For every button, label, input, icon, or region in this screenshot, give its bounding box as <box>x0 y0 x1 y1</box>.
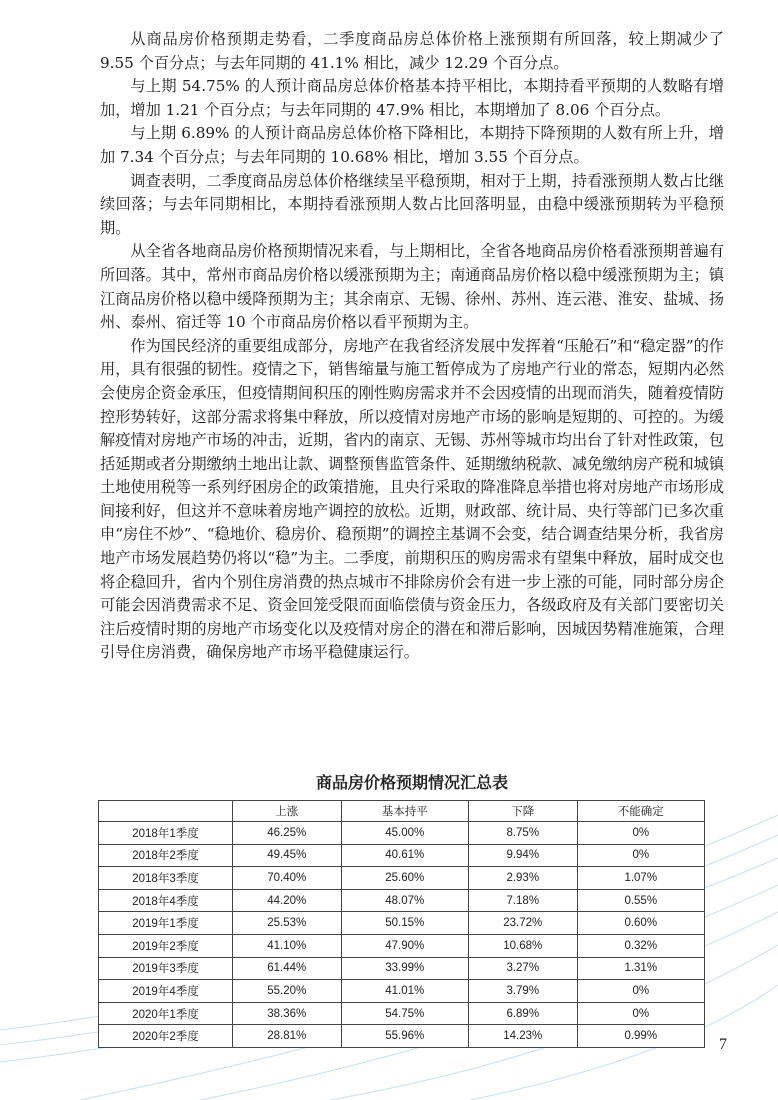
table-cell: 2.93% <box>468 867 577 890</box>
table-row <box>99 889 705 912</box>
body-text <box>100 28 724 665</box>
table-cell: 25.53% <box>233 912 342 935</box>
table-row <box>99 912 705 935</box>
table-row <box>99 1002 705 1025</box>
table-cell: 47.90% <box>341 934 468 957</box>
table-cell: 41.10% <box>233 934 342 957</box>
table-cell: 44.20% <box>233 889 342 912</box>
table-cell: 49.45% <box>233 844 342 867</box>
table-row <box>99 934 705 957</box>
table-row <box>99 957 705 980</box>
table-row <box>99 822 705 845</box>
table-cell: 50.15% <box>341 912 468 935</box>
table-cell: 23.72% <box>468 912 577 935</box>
table-cell: 0% <box>577 844 705 867</box>
paragraph: 调查表明，二季度商品房总体价格继续呈平稳预期，相对于上期，持看涨预期人数占比继续回落；与去年同期相比，本期持看涨预期人数占比回落明显，由稳中缓涨预期转为平稳预期。 <box>100 171 724 237</box>
table-cell: 10.68% <box>468 934 577 957</box>
table-row <box>99 867 705 890</box>
row-label-cell: 2020年2季度 <box>99 1025 233 1048</box>
table-cell: 0.99% <box>577 1025 705 1048</box>
paragraph: 从商品房价格预期走势看，二季度商品房总体价格上涨预期有所回落，较上期减少了 9.55 个百分点；与去年同期的 41.1% 相比，减少 12.29 个百分点。 <box>100 30 724 72</box>
table-cell: 38.36% <box>233 1002 342 1025</box>
row-label-cell: 2019年1季度 <box>99 912 233 935</box>
paragraph: 与上期 6.89% 的人预计商品房总体价格下降相比，本期持下降预期的人数有所上升，增加 7.34 个百分点；与去年同期的 10.68% 相比，增加 3.55 个百分点。 <box>100 124 724 166</box>
table-header-cell: 上涨 <box>233 801 342 822</box>
row-label-cell: 2018年1季度 <box>99 822 233 845</box>
row-label-cell: 2018年3季度 <box>99 867 233 890</box>
table-cell: 70.40% <box>233 867 342 890</box>
table-header-cell: 基本持平 <box>341 801 468 822</box>
table-cell: 55.96% <box>341 1025 468 1048</box>
table-cell: 3.79% <box>468 980 577 1003</box>
row-label-cell: 2018年4季度 <box>99 889 233 912</box>
table-cell: 3.27% <box>468 957 577 980</box>
table-cell: 0% <box>577 822 705 845</box>
table-header-row <box>99 801 705 822</box>
table-cell: 40.61% <box>341 844 468 867</box>
table-header-cell <box>99 801 233 822</box>
table-cell: 7.18% <box>468 889 577 912</box>
table-cell: 14.23% <box>468 1025 577 1048</box>
table-cell: 41.01% <box>341 980 468 1003</box>
table-cell: 0% <box>577 980 705 1003</box>
table-header-cell: 不能确定 <box>577 801 705 822</box>
row-label-cell: 2019年4季度 <box>99 980 233 1003</box>
table-cell: 25.60% <box>341 867 468 890</box>
table-cell: 0.55% <box>577 889 705 912</box>
table-cell: 1.07% <box>577 867 705 890</box>
table-row <box>99 980 705 1003</box>
page-number: 7 <box>719 1036 727 1053</box>
row-label-cell: 2019年3季度 <box>99 957 233 980</box>
row-label-cell: 2020年1季度 <box>99 1002 233 1025</box>
table-cell: 6.89% <box>468 1002 577 1025</box>
summary-table <box>98 800 705 1048</box>
table-cell: 54.75% <box>341 1002 468 1025</box>
table-cell: 0% <box>577 1002 705 1025</box>
row-label-cell: 2018年2季度 <box>99 844 233 867</box>
paragraph: 从全省各地商品房价格预期情况来看，与上期相比，全省各地商品房价格看涨预期普遍有所回落。其中，常州市商品房价格以缓涨预期为主；南通商品房价格以稳中缓涨预期为主；镇江商品房价格以稳中缓降预期为主；其余南京、无锡、徐州、苏州、连云港、淮安、盐城、扬州、泰州、宿迁等 10 个市商品房价格以看平预期为主。 <box>100 242 724 332</box>
paragraph: 与上期 54.75% 的人预计商品房总体价格基本持平相比，本期持看平预期的人数略有增加，增加 1.21 个百分点；与去年同期的 47.9% 相比，本期增加了 8.06 个百分点。 <box>100 77 724 119</box>
table-cell: 46.25% <box>233 822 342 845</box>
table-cell: 28.81% <box>233 1025 342 1048</box>
table-cell: 8.75% <box>468 822 577 845</box>
table-cell: 0.32% <box>577 934 705 957</box>
table-row <box>99 1025 705 1048</box>
row-label-cell: 2019年2季度 <box>99 934 233 957</box>
table-cell: 48.07% <box>341 889 468 912</box>
table-cell: 45.00% <box>341 822 468 845</box>
table-title: 商品房价格预期情况汇总表 <box>315 773 508 792</box>
table-header-cell: 下降 <box>468 801 577 822</box>
table-cell: 1.31% <box>577 957 705 980</box>
table-row <box>99 844 705 867</box>
table-cell: 55.20% <box>233 980 342 1003</box>
table-cell: 9.94% <box>468 844 577 867</box>
table-cell: 0.60% <box>577 912 705 935</box>
table-cell: 33.99% <box>341 957 468 980</box>
paragraph: 作为国民经济的重要组成部分，房地产在我省经济发展中发挥着“压舱石”和“稳定器”的作用，具有很强的韧性。疫情之下，销售缩量与施工暂停成为了房地产行业的常态，短期内必然会使房企资金承压，但疫情期间积压的刚性购房需求并不会因疫情的出现而消失，随着疫情防控形势转好，这部分需求将集中释放，所以疫情对房地产市场的影响是短期的、可控的。为缓解疫情对房地产市场的冲击，近期，省内的南京、无锡、苏州等城市均出台了针对性政策，包括延期或者分期缴纳土地出让款、调整预售监管条件、延期缴纳税款、减免缴纳房产税和城镇土地使用税等一系列纾困房企的政策措施，且央行采取的降准降息举措也将对房地产市场形成间接利好，但这并不意味着房地产调控的放松。近期，财政部、统计局、央行等部门已多次重申“房住不炒”、“稳地价、稳房价、稳预期”的调控主基调不会变，结合调查结果分析，我省房地产市场发展趋势仍将以“稳”为主。二季度，前期积压的购房需求有望集中释放，届时成交也将企稳回升，省内个别住房消费的热点城市不排除房价会有进一步上涨的可能，同时部分房企可能会因消费需求不足、资金回笼受限而面临偿债与资金压力，各级政府及有关部门要密切关注后疫情时期的房地产市场变化以及疫情对房企的潜在和滞后影响，因城因势精准施策，合理引导住房消费，确保房地产市场平稳健康运行。 <box>100 336 724 662</box>
table-cell: 61.44% <box>233 957 342 980</box>
